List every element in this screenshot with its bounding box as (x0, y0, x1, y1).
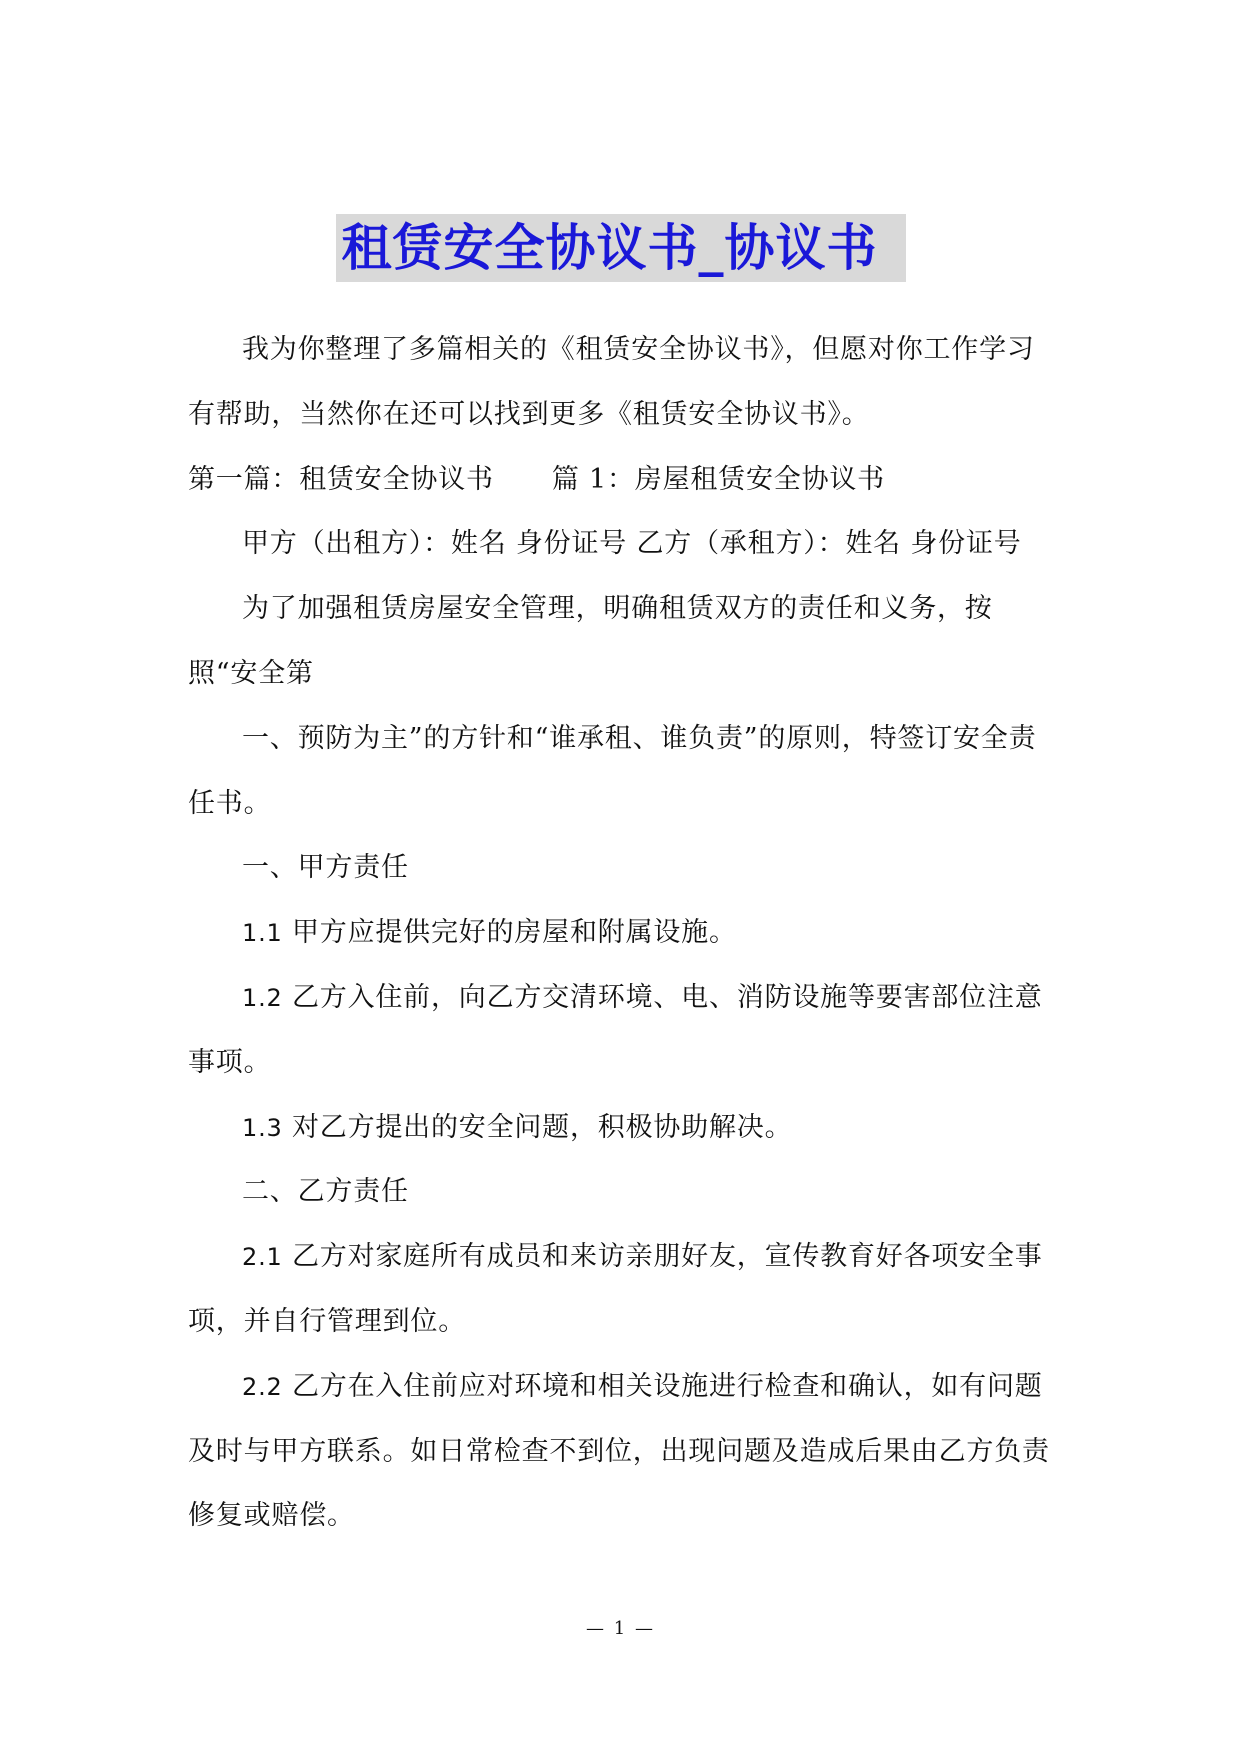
clause-text: 乙方在入住前应对环境和相关设施进行检查和确认，如有问题及时与甲方联系。如日常检查不到位，出现问题及造成后果由乙方负责修复或赔偿。 (188, 1370, 1050, 1532)
principle-paragraph: 一、预防为主”的方针和“谁承租、谁负责”的原则，特签订安全责任书。 (188, 722, 1037, 819)
section-heading-right: 篇 1：房屋租赁安全协议书 (551, 463, 885, 495)
clause-text: 乙方入住前，向乙方交清环境、电、消防设施等要害部位注意事项。 (188, 981, 1043, 1078)
clause-1-1 (188, 901, 1060, 966)
clause-number: 2.2 (242, 1372, 283, 1401)
purpose-paragraph: 为了加强租赁房屋安全管理，明确租赁双方的责任和义务，按照“安全第 (188, 593, 993, 689)
clause-text: 对乙方提出的安全问题，积极协助解决。 (291, 1111, 793, 1143)
clause-number: 1.2 (242, 983, 283, 1012)
clause-number: 2.1 (242, 1243, 283, 1272)
clause-1-3 (188, 1096, 1060, 1161)
clause-number: 1.1 (242, 919, 283, 948)
parties-paragraph: 甲方（出租方）：姓名 身份证号 乙方（承租方）：姓名 身份证号 (242, 528, 1022, 560)
party-b-heading: 二、乙方责任 (242, 1176, 409, 1208)
title-container (0, 214, 1241, 282)
page-number: — 1 — (586, 1618, 655, 1639)
clause-number: 1.3 (242, 1113, 283, 1142)
party-a-heading: 一、甲方责任 (242, 852, 409, 884)
clause-1-2 (188, 966, 1060, 1096)
section-heading-left: 第一篇：租赁安全协议书 (188, 463, 494, 495)
document-title: 租赁安全协议书_协议书 (336, 214, 906, 282)
clause-text: 乙方对家庭所有成员和来访亲朋好友，宣传教育好各项安全事项，并自行管理到位。 (188, 1241, 1043, 1337)
clause-text: 甲方应提供完好的房屋和附属设施。 (291, 917, 737, 949)
clause-2-2 (188, 1355, 1060, 1549)
section-heading-line (188, 448, 1060, 513)
clause-2-1 (188, 1225, 1060, 1355)
document-body (188, 318, 1060, 1549)
intro-paragraph: 我为你整理了多篇相关的《租赁安全协议书》，但愿对你工作学习有帮助，当然你在还可以找到更多《租赁安全协议书》。 (188, 334, 1035, 430)
